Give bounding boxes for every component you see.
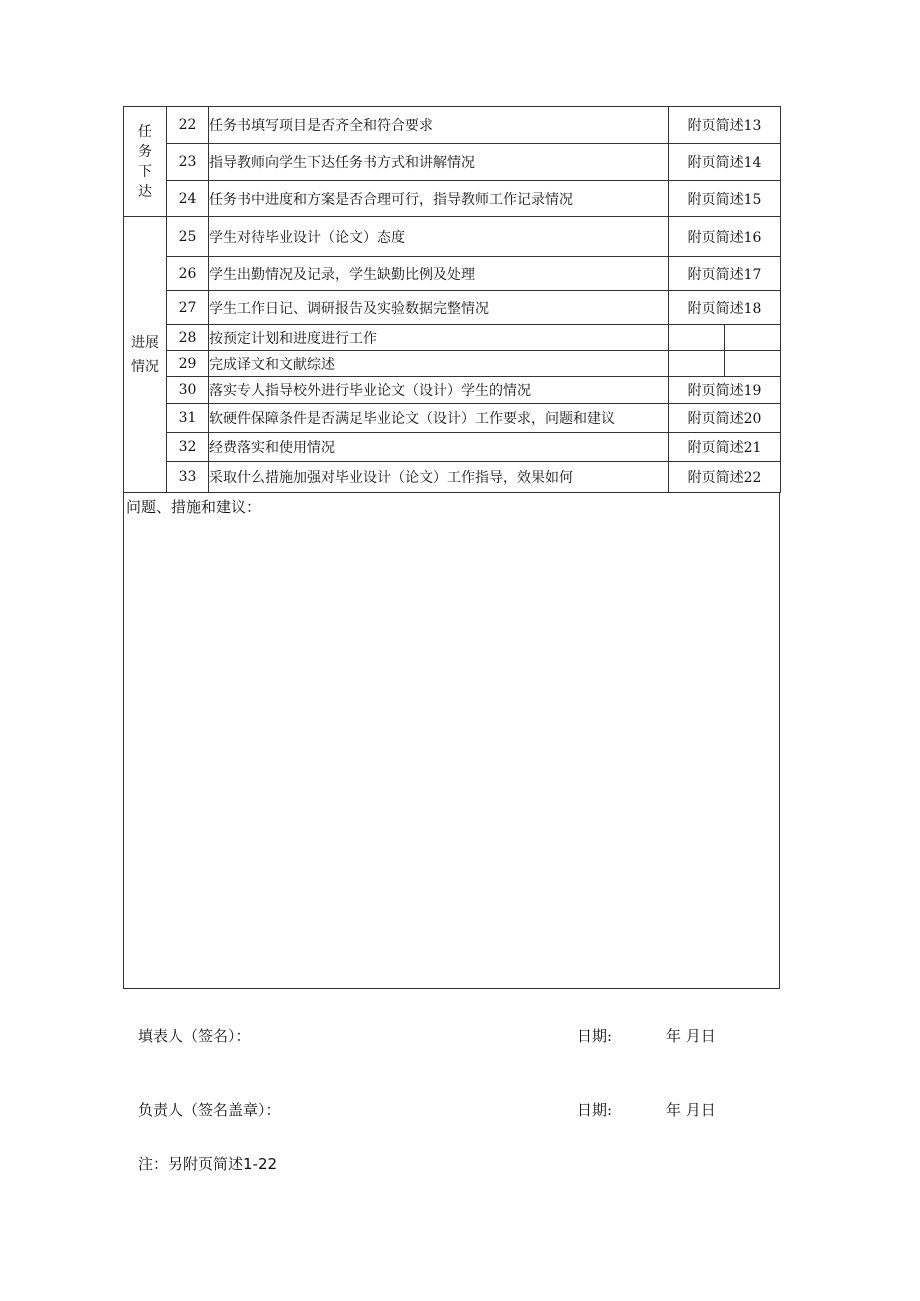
item-reference: 附页简述21: [669, 433, 781, 462]
empty-cell-left: [669, 351, 725, 377]
item-description: 指导教师向学生下达任务书方式和讲解情况: [209, 144, 669, 181]
item-number: 29: [167, 351, 209, 377]
item-reference: 附页简述14: [669, 144, 781, 181]
filler-label: 填表人（签名）：: [138, 1027, 251, 1045]
item-description: 经费落实和使用情况: [209, 433, 669, 462]
item-number: 23: [167, 144, 209, 181]
table-row: [124, 433, 781, 462]
item-description: 任务书中进度和方案是否合理可行，指导教师工作记录情况: [209, 181, 669, 217]
table-row: [124, 291, 781, 325]
section-label-progress: 进展情况: [124, 217, 167, 493]
date-value: 年 月日: [666, 1027, 716, 1045]
table-row: [124, 257, 781, 291]
notes-box[interactable]: [123, 493, 780, 989]
notes-label: 问题、措施和建议：: [126, 498, 262, 516]
date-label: 日期:: [577, 1101, 613, 1119]
table-row: [124, 404, 781, 433]
item-description: 软硬件保障条件是否满足毕业论文（设计）工作要求，问题和建议: [209, 404, 669, 433]
table-row: [124, 351, 781, 377]
evaluation-form: [123, 106, 780, 989]
checklist-table: [123, 106, 781, 493]
item-number: 28: [167, 325, 209, 351]
item-number: 30: [167, 377, 209, 404]
table-row: [124, 217, 781, 257]
item-number: 32: [167, 433, 209, 462]
responsible-label: 负责人（签名盖章）：: [138, 1101, 281, 1119]
item-description: 按预定计划和进度进行工作: [209, 325, 669, 351]
item-description: 学生工作日记、调研报告及实验数据完整情况: [209, 291, 669, 325]
item-description: 采取什么措施加强对毕业设计（论文）工作指导，效果如何: [209, 462, 669, 493]
item-reference: 附页简述19: [669, 377, 781, 404]
table-row: [124, 325, 781, 351]
item-number: 26: [167, 257, 209, 291]
item-description: 任务书填写项目是否齐全和符合要求: [209, 107, 669, 144]
item-reference: 附页简述20: [669, 404, 781, 433]
table-row: [124, 462, 781, 493]
item-description: 学生对待毕业设计（论文）态度: [209, 217, 669, 257]
item-number: 22: [167, 107, 209, 144]
item-description: 落实专人指导校外进行毕业论文（设计）学生的情况: [209, 377, 669, 404]
item-reference: 附页简述17: [669, 257, 781, 291]
empty-cell-left: [669, 325, 725, 351]
item-number: 31: [167, 404, 209, 433]
item-reference: 附页简述22: [669, 462, 781, 493]
item-description: 学生出勤情况及记录，学生缺勤比例及处理: [209, 257, 669, 291]
table-row: [124, 377, 781, 404]
item-number: 25: [167, 217, 209, 257]
item-reference: 附页简述16: [669, 217, 781, 257]
item-number: 27: [167, 291, 209, 325]
empty-cell-right: [725, 325, 781, 351]
item-reference: 附页简述18: [669, 291, 781, 325]
section-label-task-assignment: 任务下达: [124, 107, 167, 217]
item-reference: 附页简述15: [669, 181, 781, 217]
date-label: 日期:: [577, 1027, 613, 1045]
item-description: 完成译文和文献综述: [209, 351, 669, 377]
item-number: 33: [167, 462, 209, 493]
table-row: [124, 181, 781, 217]
table-row: [124, 144, 781, 181]
item-reference: 附页简述13: [669, 107, 781, 144]
table-row: [124, 107, 781, 144]
date-value: 年 月日: [666, 1101, 716, 1119]
empty-cell-right: [725, 351, 781, 377]
footnote: 注：另附页简述1-22: [138, 1155, 278, 1173]
item-number: 24: [167, 181, 209, 217]
